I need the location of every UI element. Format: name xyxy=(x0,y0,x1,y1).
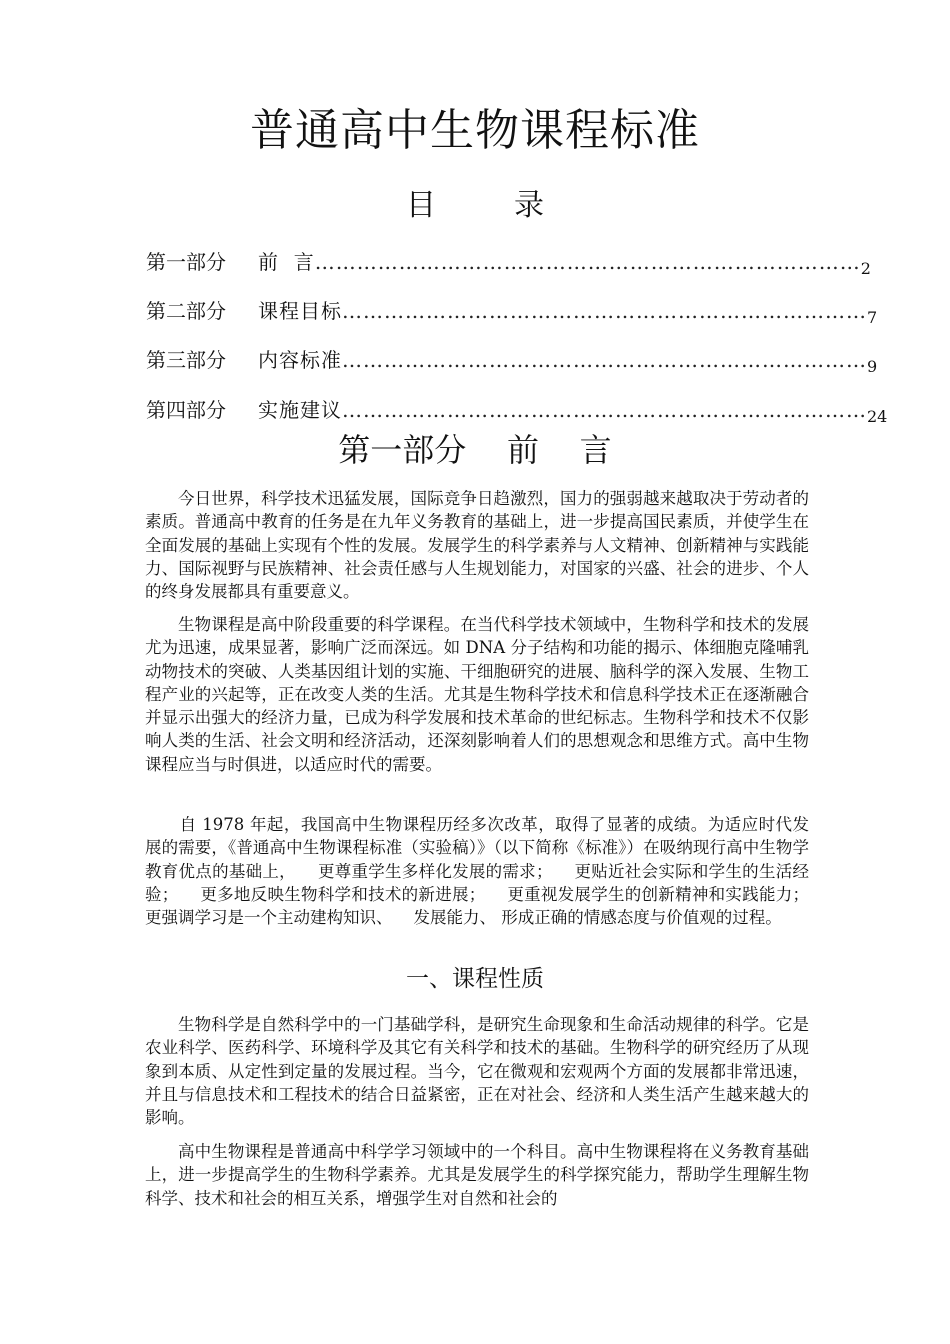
toc-entry[interactable] xyxy=(146,345,878,376)
toc-entry[interactable] xyxy=(146,395,888,426)
body-paragraph: 生物课程是高中阶段重要的科学课程。在当代科学技术领域中，生物科学和技术的发展尤为迅速，成果显著，影响广泛而深远。如 DNA 分子结构和功能的揭示、体细胞克隆哺乳动物技术的突破、人类基因组计划的实施、干细胞研究的进展、脑科学的深入发展、生物工程产业的兴起等，正在改变人类的生活。尤其是生物科学技术和信息科学技术正在逐渐融合并显示出强大的经济力量，已成为科学发展和技术革命的世纪标志。生物科学和技术不仅影响人类的生活、社会文明和经济活动，还深刻影响着人们的思想观念和思维方式。高中生物课程应当与时俱进，以适应时代的需要。 xyxy=(145,615,809,774)
toc-entry-part: 第四部分 xyxy=(146,398,226,422)
toc-entry-page: 2 xyxy=(860,259,871,278)
toc-entry-leader: …………………………………………………………………… xyxy=(314,250,861,274)
body-paragraph: 生物科学是自然科学中的一门基础学科，是研究生命现象和生命活动规律的科学。它是农业科学、医药科学、环境科学及其它有关科学和技术的基础。生物科学的研究经历了从现象到本质、从定性到定量的发展过程。当今，它在微观和宏观两个方面的发展都非常迅速，并且与信息技术和工程技术的结合日益紧密，正在对社会、经济和人类生活产生越来越大的影响。 xyxy=(145,1015,809,1128)
body-paragraph: 今日世界，科学技术迅猛发展，国际竞争日趋激烈，国力的强弱越来越取决于劳动者的素质。普通高中教育的任务是在九年义务教育的基础上，进一步提高国民素质，并使学生在全面发展的基础上实现有个性的发展。发展学生的科学素养与人文精神、创新精神与实践能力、国际视野与民族精神、社会责任感与人生规划能力，对国家的兴盛、社会的进步、个人的终身发展都具有重要意义。 xyxy=(145,489,809,602)
body-paragraph: 自 1978 年起，我国高中生物课程历经多次改革，取得了显著的成绩。为适应时代发展的需要，《普通高中生物课程标准（实验稿）》（以下简称《标准》）在吸纳现行高中生物学教育优点的基础上， 更尊重学生多样化发展的需求； 更贴近社会实际和学生的生活经验； 更多地反映生物科学和技术的新进展； 更重视发展学生的创新精神和实践能力； 更强调学习是一个主动建构知识、 发展能力、 形成正确的情感态度与价值观的过程。 xyxy=(145,815,830,928)
toc-entry[interactable] xyxy=(146,296,878,327)
toc-entry-name: 前 言 xyxy=(258,250,315,274)
toc-entry-page: 7 xyxy=(867,308,878,327)
toc-entry-part: 第一部分 xyxy=(146,250,226,274)
part-title: 第一部分 前 言 xyxy=(338,431,612,469)
toc-entry-name: 实施建议 xyxy=(258,398,342,422)
toc-entry-part: 第三部分 xyxy=(146,348,226,372)
toc-heading xyxy=(0,186,950,226)
body-paragraph: 高中生物课程是普通高中科学学习领域中的一个科目。高中生物课程将在义务教育基础上，进一步提高学生的生物科学素养。尤其是发展学生的科学探究能力，帮助学生理解生物科学、技术和社会的相互关系，增强学生对自然和社会的 xyxy=(145,1142,809,1208)
toc-entry-page: 9 xyxy=(867,357,878,376)
toc-entry-name: 内容标准 xyxy=(258,348,342,372)
toc-entry-page: 24 xyxy=(867,407,888,426)
section-title: 一、课程性质 xyxy=(406,966,544,992)
document-title: 普通高中生物课程标准 xyxy=(250,105,700,156)
toc-entry[interactable] xyxy=(146,247,871,278)
toc-entry-leader: ………………………………………………………………… xyxy=(342,299,867,323)
toc-entry-leader: ………………………………………………………………… xyxy=(342,348,867,372)
toc-entry-leader: ………………………………………………………………… xyxy=(342,398,867,422)
toc-heading-right: 录 xyxy=(514,188,544,223)
toc-entry-part: 第二部分 xyxy=(146,299,226,323)
toc-entry-name: 课程目标 xyxy=(258,299,342,323)
toc-heading-left: 目 xyxy=(406,188,436,223)
